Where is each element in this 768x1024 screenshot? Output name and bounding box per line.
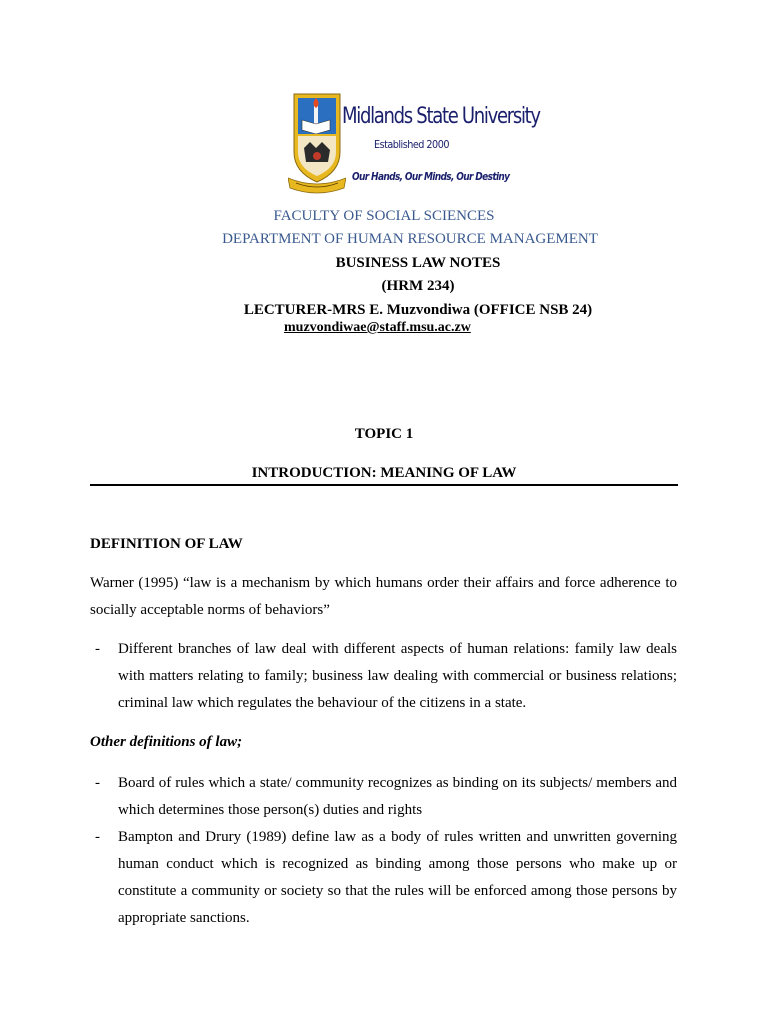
university-crest-icon (288, 90, 346, 194)
topic-label: TOPIC 1 (354, 426, 414, 442)
established-year: Established 2000 (374, 138, 449, 151)
topic-title: INTRODUCTION: MEANING OF LAW (251, 465, 517, 481)
bullet-marker: - (95, 641, 100, 657)
bullet-marker: - (95, 775, 100, 791)
definition-list-item: Board of rules which a state/ community recognizes as binding on its subjects/ members and which determines those person(s) duties and rights (118, 775, 677, 818)
lecturer-info: LECTURER-MRS E. Muzvondiwa (OFFICE NSB 24) (243, 302, 593, 318)
faculty-name: FACULTY OF SOCIAL SCIENCES (273, 208, 495, 224)
branches-of-law-text: Different branches of law deal with different aspects of human relations: family law deals with matters relating to family; business law dealing with commercial or business relations; criminal law which regulates the behaviour of the citizens in a state. (118, 641, 677, 711)
notes-title: BUSINESS LAW NOTES (335, 255, 501, 271)
lecturer-email-link[interactable]: muzvondiwae@staff.msu.ac.zw (284, 320, 471, 335)
other-definitions-heading: Other definitions of law; (90, 734, 243, 750)
university-motto: Our Hands, Our Minds, Our Destiny (352, 170, 510, 183)
department-name: DEPARTMENT OF HUMAN RESOURCE MANAGEMENT (222, 231, 598, 247)
university-name: Midlands State University (342, 104, 540, 129)
section-divider (90, 484, 678, 486)
university-logo (288, 90, 540, 196)
definition-list-item: Bampton and Drury (1989) define law as a body of rules written and unwritten governing human conduct which is recognized as binding among those persons who make up or constitute a community or society so that the rules will be enforced among those persons by appropriate sanctions. (118, 829, 677, 926)
warner-quote: Warner (1995) “law is a mechanism by which humans order their affairs and force adherence to socially acceptable norms of behaviors” (90, 575, 677, 618)
bullet-marker: - (95, 829, 100, 845)
course-code: (HRM 234) (381, 278, 455, 294)
definition-heading: DEFINITION OF LAW (90, 536, 243, 552)
